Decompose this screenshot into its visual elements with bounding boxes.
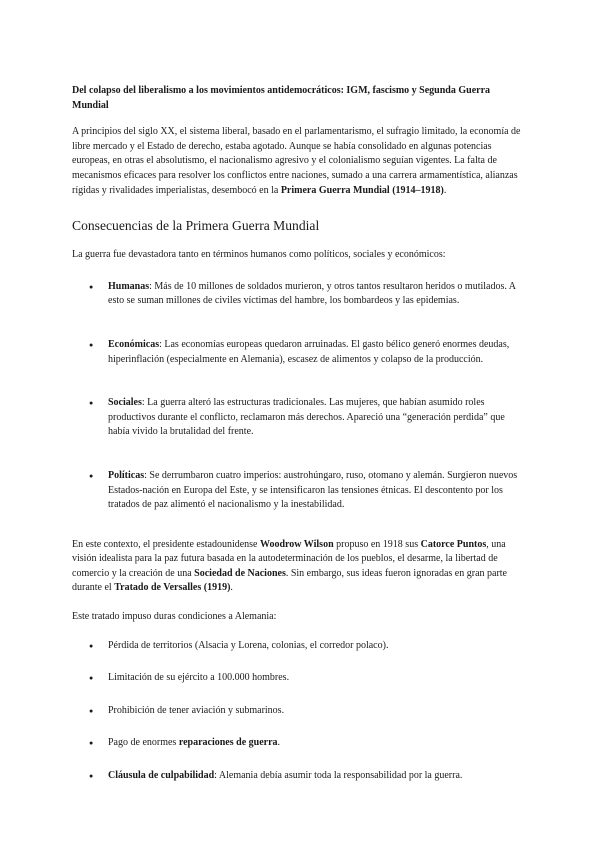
wilson-bold-treaty: Tratado de Versalles (1919) [114,582,231,594]
item-text: : Más de 10 millones de soldados murieron, y otros tantos resultaron heridos o mutilados. A esto se suman millones de civiles víctimas del hambre, los bombardeos y las epidemias. [108,280,516,307]
list-item [108,736,524,751]
item-label: Económicas [108,338,160,350]
intro-bold-wwi: Primera Guerra Mundial (1914–1918) [280,184,444,196]
item-text: : Las economías europeas quedaron arruinadas. El gasto bélico generó enormes deudas, hiperinflación (especialmente en Alemania), escasez de alimentos y colapso de la producción. [108,338,510,365]
item-text-end: . [277,737,281,749]
wilson-text-5: . [230,582,233,594]
wilson-text-4: . Sin embargo, sus ideas fueron ignoradas en gran parte durante el [72,567,507,594]
consequences-lead: La guerra fue devastadora tanto en términos humanos como políticos, sociales y económicos: [72,249,446,261]
item-text: : Alemania debía asumir toda la responsabilidad por la guerra. [214,770,463,782]
wilson-bold-name: Woodrow Wilson [260,538,334,550]
section-heading: Consecuencias de la Primera Guerra Mundial [72,218,320,234]
item-text: Pago de enormes [108,737,179,749]
list-item [108,671,524,686]
item-label: Sociales [108,397,142,409]
list-item [108,704,524,719]
item-bold: reparaciones de guerra [178,737,278,749]
wilson-bold-league: Sociedad de Naciones [194,567,286,579]
item-text: Limitación de su ejército a 100.000 hombres. [108,672,290,684]
intro-end: . [443,184,447,196]
wilson-text-1: En este contexto, el presidente estadounidense [72,538,260,550]
treaty-conditions-list [72,639,524,784]
list-item [108,769,524,784]
document-title: Del colapso del liberalismo a los movimientos antidemocráticos: IGM, fascismo y Segunda Guerra Mundial [72,85,491,111]
list-item [108,639,524,654]
item-text: : Se derrumbaron cuatro imperios: austrohúngaro, ruso, otomano y alemán. Surgieron nuevos Estados-nación en Europa del Este, y se intensificaron las tensiones étnicas. El descontento por los tratados de paz alimentó el nacionalismo y la inestabilidad. [108,469,518,511]
list-item [108,338,524,367]
list-item [108,469,524,513]
intro-text: A principios del siglo XX, el sistema liberal, basado en el parlamentarismo, el sufragio limitado, la economía de libre mercado y el Estado de derecho, estaba agotado. Aunque se había consolidado en algunas potencias europeas, en otras el absolutismo, el nacionalismo agresivo y el colonialismo seguían vigentes. La falta de mecanismos eficaces para resolver los conflictos entre naciones, sumado a una carrera armamentística, alianzas rígidas y rivalidades imperialistas, desembocó en la [72,126,521,196]
wilson-bold-points: Catorce Puntos [420,538,487,550]
item-text: Pérdida de territorios (Alsacia y Lorena, colonias, el corredor polaco). [108,639,389,651]
item-text: Prohibición de tener aviación y submarinos. [108,704,285,716]
list-item [108,396,524,440]
list-item [108,280,524,309]
item-label: Políticas [108,469,145,481]
intro-paragraph [72,125,524,198]
wilson-text-2: propuso en 1918 sus [333,538,421,550]
item-text: : La guerra alteró las estructuras tradicionales. Las mujeres, que habían asumido roles productivos durante el conflicto, reclamaron más derechos. Apareció una “generación perdida” que había vivido la brutalidad del frente. [108,397,505,438]
item-label: Humanas [108,280,150,292]
wilson-text-3: , una visión idealista para la paz futura basada en la autodeterminación de los pueblos, el desarme, la libertad de comercio y la creación de una [72,538,506,579]
consequences-list [72,280,524,513]
wilson-paragraph [72,538,524,596]
item-label: Cláusula de culpabilidad [108,770,215,782]
treaty-lead: Este tratado impuso duras condiciones a Alemania: [72,611,277,623]
